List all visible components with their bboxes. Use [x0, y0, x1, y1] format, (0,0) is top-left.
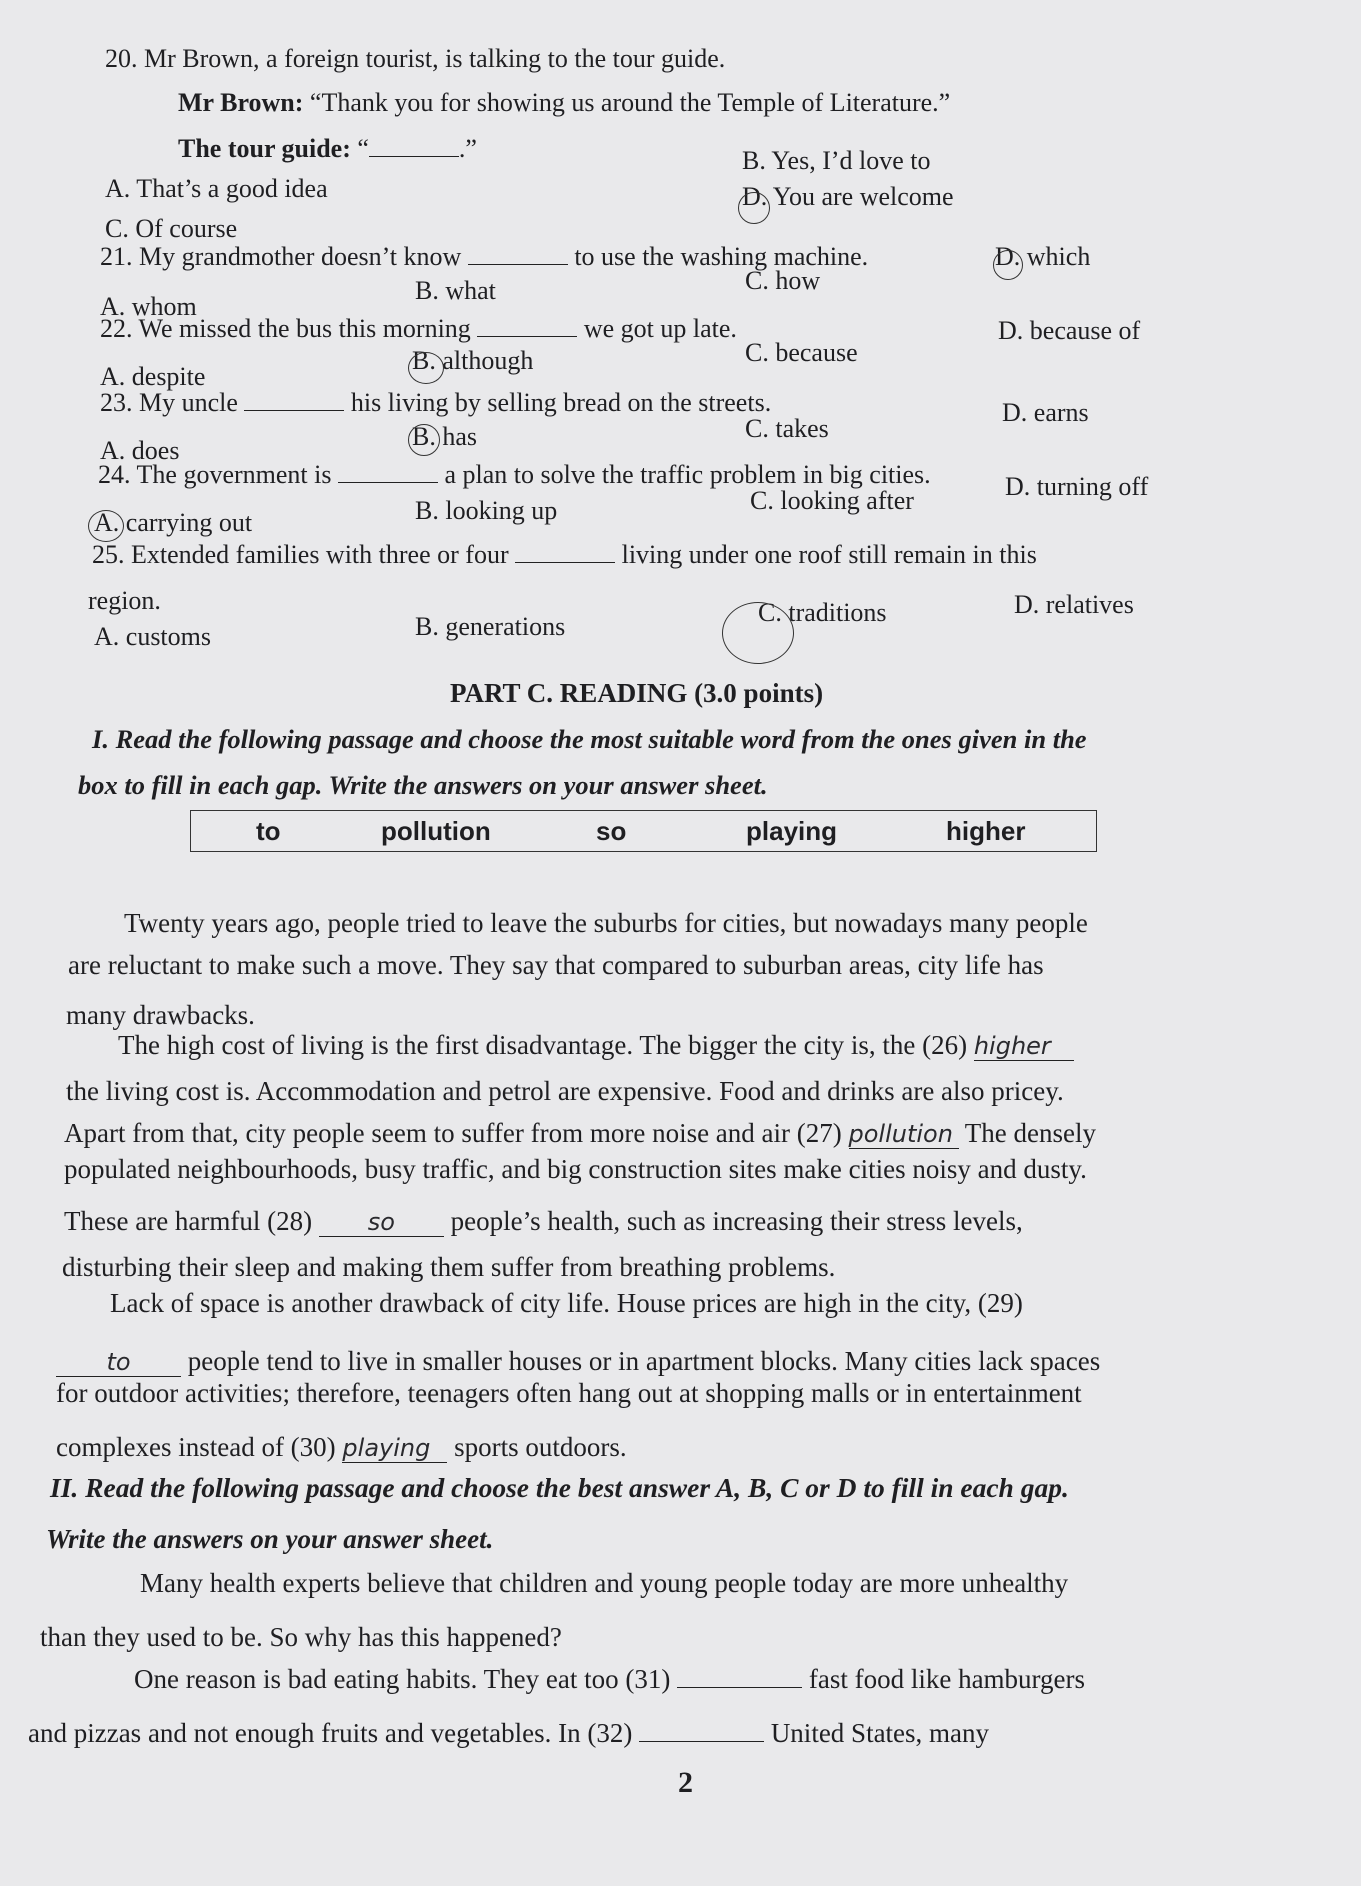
word-box-to: to — [256, 816, 281, 846]
passage3-line2 — [56, 1346, 1100, 1377]
q20-guide-open: “ — [357, 134, 369, 163]
q23-stem-end: his living by selling bread on the streets. — [350, 388, 772, 417]
passage2-line6: disturbing their sleep and making them suffer from breathing problems. — [62, 1252, 836, 1282]
q22-option-a[interactable]: A. despite — [100, 362, 206, 391]
gap-27-answer[interactable]: pollution — [849, 1120, 959, 1149]
q24-stem-end: a plan to solve the traffic problem in big cities. — [444, 460, 931, 489]
q22-stem — [100, 314, 737, 344]
passage3-line3: for outdoor activities; therefore, teenagers often hang out at shopping malls or in entertainment — [56, 1378, 1082, 1408]
q25-option-a[interactable]: A. customs — [94, 622, 211, 651]
passage5-line2 — [28, 1718, 989, 1749]
passage1-line1: Twenty years ago, people tried to leave the suburbs for cities, but nowadays many people — [124, 908, 1088, 938]
passage2-line3-end: The densely — [964, 1118, 1096, 1148]
q25-stem — [92, 540, 1037, 570]
passage1-line2: are reluctant to make such a move. They say that compared to suburban areas, city life has — [68, 950, 1044, 980]
q24-answer-circle — [88, 510, 124, 542]
q20-answer-blank[interactable] — [369, 156, 459, 157]
q25-stem-cont: region. — [88, 586, 161, 615]
passage2-line1-text: The high cost of living is the first disadvantage. The bigger the city is, the (26) — [118, 1030, 968, 1060]
q20-guide-close: .” — [458, 134, 477, 163]
part-c-instr2-line1: II. Read the following passage and choose the best answer A, B, C or D to fill in each gap. — [50, 1472, 1069, 1503]
passage2-line2: the living cost is. Accommodation and petrol are expensive. Food and drinks are also pricey. — [66, 1076, 1064, 1106]
q20-option-a[interactable]: A. That’s a good idea — [105, 174, 328, 203]
q21-option-a[interactable]: A. whom — [100, 292, 197, 321]
gap-29-answer[interactable]: to — [56, 1348, 181, 1377]
q25-stem-end: living under one roof still remain in this — [621, 540, 1037, 569]
q25-answer-circle — [722, 602, 794, 664]
q25-answer-blank[interactable] — [515, 562, 615, 563]
passage5-line1-text: One reason is bad eating habits. They eat too (31) — [134, 1664, 671, 1694]
q20-brown-text: “Thank you for showing us around the Temple of Literature.” — [309, 88, 951, 117]
q25-option-d[interactable]: D. relatives — [1014, 590, 1134, 619]
q23-option-d[interactable]: D. earns — [1002, 398, 1089, 427]
q22-option-c[interactable]: C. because — [745, 338, 858, 367]
q20-option-d[interactable]: D. You are welcome — [742, 182, 954, 211]
part-c-instr1-line1: I. Read the following passage and choose the most suitable word from the ones given in the — [92, 724, 1087, 754]
word-box-higher: higher — [946, 816, 1026, 846]
q20-option-c[interactable]: C. Of course — [105, 214, 238, 243]
gap-28-answer[interactable]: so — [319, 1208, 444, 1237]
q23-option-b[interactable]: B. has — [412, 422, 477, 451]
q22-answer-circle — [408, 352, 444, 384]
passage3-line1: Lack of space is another drawback of city life. House prices are high in the city, (29) — [110, 1288, 1023, 1318]
passage5-line1 — [134, 1664, 1085, 1695]
q23-option-c[interactable]: C. takes — [745, 414, 829, 443]
q24-option-a[interactable]: A. carrying out — [94, 508, 253, 537]
q21-answer-circle — [993, 250, 1023, 280]
part-c-title: PART C. READING (3.0 points) — [450, 678, 824, 708]
passage3-line4 — [56, 1432, 627, 1463]
q20-guide-label: The tour guide: — [178, 134, 351, 163]
q20-brown-line — [178, 88, 950, 118]
q23-stem-start: 23. My uncle — [100, 388, 238, 417]
q21-option-b[interactable]: B. what — [415, 276, 496, 305]
gap-30-answer[interactable]: playing — [342, 1434, 447, 1463]
q23-stem — [100, 388, 771, 418]
q24-option-c[interactable]: C. looking after — [750, 486, 914, 515]
passage5-line2-end: United States, many — [770, 1718, 990, 1748]
q22-option-d[interactable]: D. because of — [998, 316, 1141, 345]
q25-option-b[interactable]: B. generations — [415, 612, 566, 641]
word-box-so: so — [596, 816, 627, 846]
q24-stem-start: 24. The government is — [98, 460, 332, 489]
part-c-instr1-line2: box to fill in each gap. Write the answers on your answer sheet. — [78, 770, 768, 800]
gap-32-blank[interactable] — [639, 1741, 764, 1742]
passage2-line3 — [64, 1118, 1096, 1149]
word-box-playing: playing — [746, 816, 838, 846]
q20-stem: 20. Mr Brown, a foreign tourist, is talking to the tour guide. — [105, 44, 726, 73]
passage2-line1 — [118, 1030, 1074, 1061]
part-c-instr2-line2: Write the answers on your answer sheet. — [46, 1524, 494, 1554]
word-box-pollution: pollution — [381, 816, 491, 846]
passage3-line4-text: complexes instead of (30) — [56, 1432, 336, 1462]
q20-brown-label: Mr Brown: — [178, 88, 304, 117]
passage4-line2: than they used to be. So why has this happened? — [40, 1622, 562, 1652]
q21-stem-end: to use the washing machine. — [574, 242, 869, 271]
q25-option-c[interactable]: C. traditions — [758, 598, 887, 627]
q22-option-b[interactable]: B. although — [412, 346, 534, 375]
passage2-line5 — [64, 1206, 1023, 1237]
q22-stem-end: we got up late. — [583, 314, 737, 343]
q21-stem-start: 21. My grandmother doesn’t know — [100, 242, 462, 271]
q21-option-c[interactable]: C. how — [745, 266, 821, 295]
q22-stem-start: 22. We missed the bus this morning — [100, 314, 471, 343]
page-number: 2 — [678, 1766, 693, 1799]
passage2-line5-text: These are harmful (28) — [64, 1206, 313, 1236]
gap-31-blank[interactable] — [677, 1687, 802, 1688]
passage2-line4: populated neighbourhoods, busy traffic, and big construction sites make cities noisy and dusty. — [64, 1154, 1087, 1184]
passage2-line5-end: people’s health, such as increasing their stress levels, — [450, 1206, 1023, 1236]
passage4-line1: Many health experts believe that children and young people today are more unhealthy — [140, 1568, 1069, 1598]
q20-guide-line — [178, 134, 477, 164]
q20-answer-circle — [738, 192, 770, 224]
q20-option-b[interactable]: B. Yes, I’d love to — [742, 146, 931, 175]
q23-option-a[interactable]: A. does — [100, 436, 180, 465]
q21-option-d[interactable]: D. which — [995, 242, 1091, 271]
passage3-line4-end: sports outdoors. — [454, 1432, 627, 1462]
q22-answer-blank[interactable] — [477, 336, 577, 337]
q21-answer-blank[interactable] — [468, 264, 568, 265]
passage2-line3-text: Apart from that, city people seem to suffer from more noise and air (27) — [64, 1118, 842, 1148]
word-box — [190, 810, 1097, 852]
q23-answer-blank[interactable] — [244, 410, 344, 411]
q23-answer-circle — [408, 424, 440, 456]
q24-answer-blank[interactable] — [338, 482, 438, 483]
passage5-line1-end: fast food like hamburgers — [808, 1664, 1086, 1694]
q24-option-b[interactable]: B. looking up — [415, 496, 558, 525]
q24-option-d[interactable]: D. turning off — [1005, 472, 1149, 501]
gap-26-answer[interactable]: higher — [974, 1032, 1074, 1061]
passage3-line2-text: people tend to live in smaller houses or in apartment blocks. Many cities lack spaces — [187, 1346, 1101, 1376]
passage5-line2-text: and pizzas and not enough fruits and vegetables. In (32) — [28, 1718, 633, 1748]
passage1-line3: many drawbacks. — [66, 1000, 255, 1030]
q25-stem-start: 25. Extended families with three or four — [92, 540, 509, 569]
